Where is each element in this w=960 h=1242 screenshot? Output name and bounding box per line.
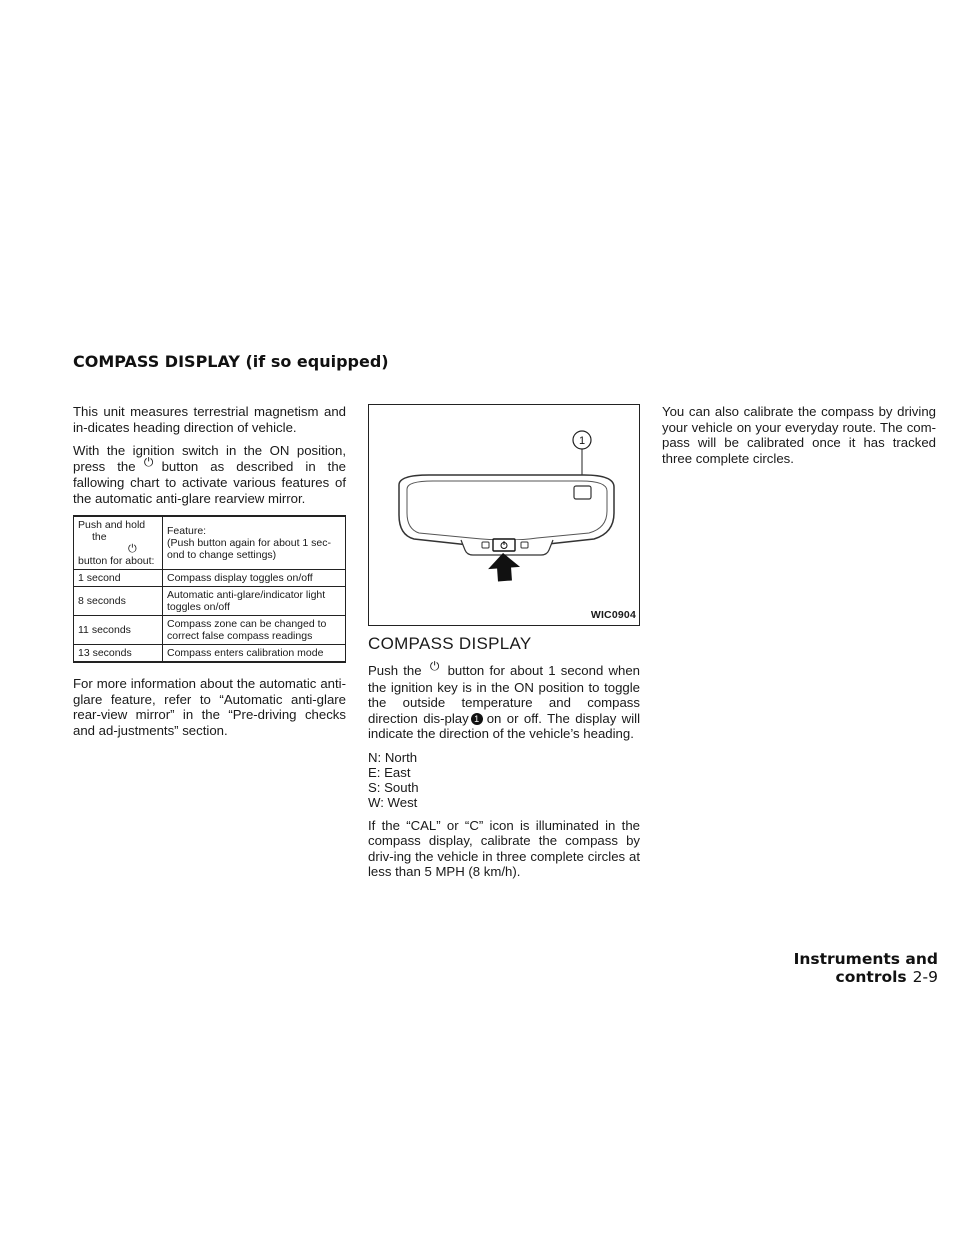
column-2: [368, 404, 640, 888]
list-item: N: North: [368, 749, 418, 765]
table-cell-feature: Compass enters calibration mode: [163, 645, 346, 663]
list-item: E: East: [368, 764, 411, 780]
table-row: [74, 645, 346, 663]
section-title: COMPASS DISPLAY (if so equipped): [73, 352, 389, 371]
table-header-row: [74, 516, 346, 570]
calibration-route-paragraph: You can also calibrate the compass by driving your vehicle on your everyday route. The com-pass will be calibrated once it has tracked three complete circles.: [662, 404, 936, 466]
page-footer: [708, 950, 938, 986]
rearview-mirror-illustration: [369, 405, 639, 625]
table-header-feature: Feature: (Push button again for about 1 sec-ond to change settings): [163, 516, 346, 570]
power-icon: ⏻: [429, 659, 440, 673]
table-cell-feature: Compass display toggles on/off: [163, 570, 346, 587]
footer-section-title: Instruments and controls: [793, 950, 938, 986]
table-cell-time: 8 seconds: [74, 587, 163, 616]
table-cell-time: 1 second: [74, 570, 163, 587]
page-number: 2-9: [912, 968, 938, 986]
table-cell-feature: Compass zone can be changed to correct false compass readings: [163, 616, 346, 645]
column-1: [73, 404, 346, 746]
list-item: W: West: [368, 794, 418, 810]
column-3: [662, 404, 936, 474]
power-icon: ⏻: [143, 454, 154, 469]
callout-number-icon: 1: [471, 713, 483, 725]
compass-display-heading: COMPASS DISPLAY: [368, 634, 532, 653]
table-row: [74, 570, 346, 587]
list-item: S: South: [368, 779, 419, 795]
figure-label: WIC0904: [590, 608, 636, 621]
instruction-paragraph: With the ignition switch in the ON position, press the ⏻ button as described in the fallowing chart to activate various features of the automatic anti-glare rearview mirror.: [73, 443, 346, 506]
table-row: [74, 587, 346, 616]
compass-instruction-paragraph: Push the ⏻ button for about 1 second when the ignition key is in the ON position to toggle the outside temperature and compass direction dis-play 1 on or off. The display will indicate the direction of the vehicle’s heading.: [368, 659, 640, 741]
callout-number: 1: [578, 435, 586, 447]
table-row: [74, 616, 346, 645]
compass-display: [574, 486, 591, 499]
table-cell-time: 13 seconds: [74, 645, 163, 663]
arrow-icon: [487, 552, 521, 582]
table-cell-time: 11 seconds: [74, 616, 163, 645]
intro-paragraph: This unit measures terrestrial magnetism and in-dicates heading direction of vehicle.: [73, 404, 346, 435]
table-header-time: Push and hold the ⏻ button for about:: [74, 516, 163, 570]
power-icon: ⏻: [128, 543, 137, 555]
feature-table: [73, 515, 346, 663]
mirror-figure: [368, 404, 640, 626]
direction-list: [368, 750, 640, 810]
reference-paragraph: For more information about the automatic anti-glare feature, refer to “Automatic anti-glare rear-view mirror” in the “Pre-driving checks and ad-justments” section.: [73, 676, 346, 738]
table-cell-feature: Automatic anti-glare/indicator light toggles on/off: [163, 587, 346, 616]
calibration-paragraph: If the “CAL” or “C” icon is illuminated in the compass display, calibrate the compass by driv-ing the vehicle in three complete circles at less than 5 MPH (8 km/h).: [368, 817, 640, 879]
